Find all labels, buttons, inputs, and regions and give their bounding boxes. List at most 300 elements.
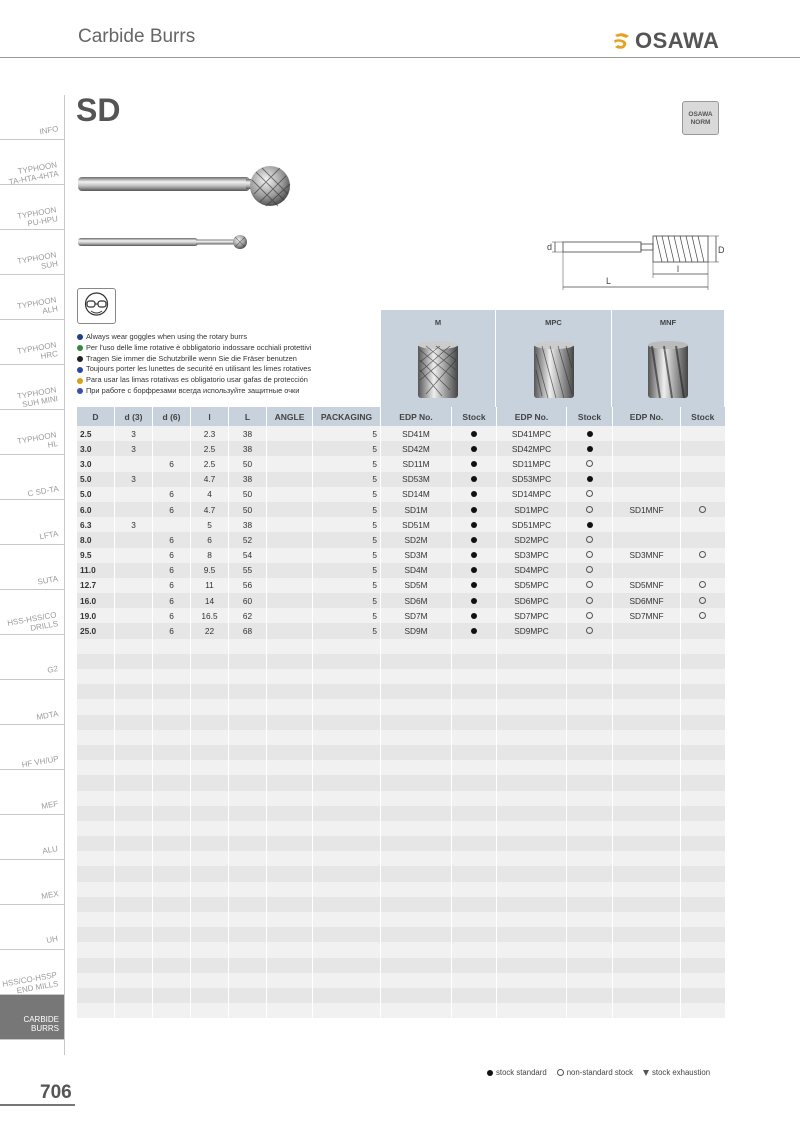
table-cell-pack: 5 [313,548,381,563]
table-row [77,532,725,547]
table-cell-empty [613,654,681,669]
table-row-empty [77,882,725,897]
table-cell-empty [191,882,229,897]
table-row-empty [77,654,725,669]
table-cell-L: 38 [229,517,267,532]
table-cell-empty [153,669,191,684]
table-cell-empty [229,927,267,942]
table-cell-empty [567,912,613,927]
table-cell-empty [567,699,613,714]
table-cell-mpc_edp: SD14MPC [497,487,567,502]
column-header: EDP No. [497,407,567,426]
table-cell-empty [313,836,381,851]
table-cell-D: 5.0 [77,472,115,487]
sidebar-item-18[interactable] [0,905,64,950]
table-cell-empty [313,715,381,730]
table-cell-empty [267,715,313,730]
table-cell-empty [452,836,497,851]
table-cell-empty [191,806,229,821]
table-cell-l: 6 [191,532,229,547]
stock-standard-icon [471,507,477,513]
sidebar-item-8[interactable] [0,455,64,500]
table-cell-empty [267,942,313,957]
table-cell-mnf_edp: SD6MNF [613,593,681,608]
table-cell-empty [153,699,191,714]
stock-cell [452,487,497,502]
table-cell-empty [229,897,267,912]
table-cell-empty [191,760,229,775]
table-cell-empty [191,745,229,760]
osawa-norm-badge [682,101,719,135]
table-cell-d6 [153,517,191,532]
sidebar-item-label: MEF [40,799,59,811]
sidebar-divider [64,95,65,1055]
table-cell-empty [567,927,613,942]
sidebar-item-11[interactable] [0,590,64,635]
table-cell-d3: 3 [115,517,153,532]
table-cell-empty [452,942,497,957]
table-cell-mnf_edp [613,487,681,502]
flag-ru-icon [77,388,83,394]
table-cell-empty [77,745,115,760]
table-cell-empty [381,791,452,806]
table-cell-D: 3.0 [77,441,115,456]
table-cell-empty [613,988,681,1003]
table-cell-empty [115,988,153,1003]
table-cell-empty [313,866,381,881]
table-cell-empty [497,821,567,836]
warning-row [77,343,311,354]
stock-cell [567,532,613,547]
table-cell-empty [452,730,497,745]
table-cell-empty [229,882,267,897]
table-cell-empty [313,639,381,654]
table-cell-empty [567,866,613,881]
stock-cell [452,593,497,608]
table-cell-mnf_edp: SD1MNF [613,502,681,517]
sidebar-item-15[interactable] [0,770,64,815]
table-cell-d3 [115,532,153,547]
table-cell-empty [313,684,381,699]
table-cell-empty [381,1003,452,1018]
stock-non-standard-icon [586,460,593,467]
stock-cell [681,517,725,532]
table-cell-empty [115,699,153,714]
table-cell-empty [313,669,381,684]
stock-cell [681,441,725,456]
table-cell-empty [681,882,725,897]
table-cell-empty [497,866,567,881]
column-header: ANGLE [267,407,313,426]
stock-cell [681,608,725,623]
table-cell-d3 [115,548,153,563]
sidebar-item-20[interactable] [0,995,64,1040]
table-cell-empty [681,1003,725,1018]
table-cell-empty [267,669,313,684]
table-cell-empty [191,730,229,745]
table-cell-d3 [115,608,153,623]
sidebar-item-7[interactable] [0,410,64,455]
table-cell-empty [153,912,191,927]
sidebar-item-12[interactable] [0,635,64,680]
table-row-empty [77,897,725,912]
table-cell-empty [567,942,613,957]
table-cell-empty [497,882,567,897]
table-row-empty [77,760,725,775]
sidebar-item-1[interactable] [0,140,64,185]
warning-row [77,386,311,397]
table-cell-empty [381,699,452,714]
table-cell-d6: 6 [153,608,191,623]
table-cell-empty [153,730,191,745]
table-cell-empty [77,912,115,927]
table-cell-empty [681,912,725,927]
table-row [77,487,725,502]
sidebar-item-4[interactable] [0,275,64,320]
table-cell-empty [567,775,613,790]
table-cell-empty [115,654,153,669]
table-cell-empty [313,745,381,760]
table-cell-empty [191,851,229,866]
sidebar-item-0[interactable] [0,95,64,140]
table-cell-empty [313,958,381,973]
table-cell-empty [191,942,229,957]
sidebar-item-9[interactable] [0,500,64,545]
table-cell-empty [267,851,313,866]
table-row-empty [77,912,725,927]
table-cell-d6: 6 [153,532,191,547]
table-cell-empty [267,973,313,988]
table-cell-mpc_edp: SD42MPC [497,441,567,456]
table-row-empty [77,684,725,699]
table-cell-pack: 5 [313,608,381,623]
small-ball-burr [78,235,247,249]
stock-cell [681,456,725,471]
table-cell-d3 [115,563,153,578]
sidebar-item-label: LFTA [38,529,59,542]
table-cell-d6: 6 [153,578,191,593]
table-cell-empty [191,821,229,836]
stock-cell [452,532,497,547]
stock-standard-icon [471,567,477,573]
table-cell-empty [153,958,191,973]
table-cell-m_edp: SD4M [381,563,452,578]
column-header: PACKAGING [313,407,381,426]
table-cell-empty [613,760,681,775]
table-cell-empty [681,821,725,836]
table-cell-empty [191,715,229,730]
warning-row [77,364,311,375]
table-cell-empty [191,836,229,851]
stock-cell [681,532,725,547]
table-cell-empty [267,866,313,881]
sidebar-item-14[interactable] [0,725,64,770]
table-cell-empty [191,912,229,927]
table-cell-empty [77,639,115,654]
table-cell-empty [229,699,267,714]
table-cell-empty [191,973,229,988]
table-cell-empty [115,942,153,957]
table-cell-empty [497,912,567,927]
table-cell-empty [497,699,567,714]
table-cell-empty [681,684,725,699]
table-cell-empty [452,669,497,684]
table-cell-empty [497,745,567,760]
table-cell-empty [381,897,452,912]
cut-group-mnf-label: MNF [659,318,677,327]
stock-cell [567,517,613,532]
table-cell-pack: 5 [313,563,381,578]
sidebar-item-label: HSS/CO-HSSP END MILLS [1,970,60,996]
table-cell-empty [229,958,267,973]
table-cell-empty [613,897,681,912]
table-cell-empty [381,866,452,881]
table-cell-empty [77,897,115,912]
table-cell-empty [381,684,452,699]
stock-cell [681,426,725,441]
table-cell-empty [313,775,381,790]
table-body [77,426,725,1018]
table-cell-pack: 5 [313,517,381,532]
sidebar-item-label: TYPHOON HRC [16,340,59,362]
table-cell-L: 50 [229,502,267,517]
stock-non-standard-icon [586,597,593,604]
table-cell-empty [153,836,191,851]
table-row-empty [77,866,725,881]
table-cell-empty [229,988,267,1003]
stock-non-standard-icon [586,612,593,619]
table-cell-empty [153,927,191,942]
table-cell-empty [381,821,452,836]
table-cell-empty [497,654,567,669]
table-cell-empty [567,639,613,654]
stock-cell [681,502,725,517]
table-cell-angle [267,608,313,623]
table-row-empty [77,942,725,957]
stock-cell [567,563,613,578]
stock-standard-icon [471,598,477,604]
table-cell-empty [229,715,267,730]
osawa-logo-icon [612,32,632,50]
stock-non-standard-icon [699,581,706,588]
header-divider [0,57,800,58]
table-cell-L: 38 [229,441,267,456]
table-cell-empty [313,1003,381,1018]
stock-standard-icon [587,522,593,528]
sidebar-item-6[interactable] [0,365,64,410]
table-cell-empty [681,851,725,866]
table-cell-d6: 6 [153,456,191,471]
table-cell-empty [77,927,115,942]
table-cell-empty [613,715,681,730]
table-cell-empty [497,927,567,942]
table-cell-empty [313,942,381,957]
table-cell-empty [681,760,725,775]
legend-non-standard-ring-icon [557,1069,564,1076]
table-cell-m_edp: SD53M [381,472,452,487]
table-cell-l: 9.5 [191,563,229,578]
sidebar-item-2[interactable] [0,185,64,230]
table-cell-empty [153,745,191,760]
stock-cell [567,548,613,563]
stock-cell [567,578,613,593]
table-cell-empty [452,684,497,699]
stock-standard-icon [471,537,477,543]
table-cell-angle [267,548,313,563]
table-cell-m_edp: SD51M [381,517,452,532]
stock-cell [452,563,497,578]
table-cell-mpc_edp: SD3MPC [497,548,567,563]
table-cell-empty [77,699,115,714]
column-header: d (6) [153,407,191,426]
table-cell-D: 6.3 [77,517,115,532]
table-cell-empty [497,958,567,973]
table-cell-empty [153,806,191,821]
table-cell-mnf_edp [613,532,681,547]
table-row-empty [77,639,725,654]
table-cell-empty [229,912,267,927]
table-cell-empty [267,897,313,912]
table-cell-d3: 3 [115,426,153,441]
table-cell-empty [613,836,681,851]
table-row-empty [77,699,725,714]
table-cell-empty [452,897,497,912]
table-cell-empty [381,973,452,988]
table-cell-l: 8 [191,548,229,563]
table-cell-empty [153,882,191,897]
table-cell-D: 16.0 [77,593,115,608]
table-cell-D: 6.0 [77,502,115,517]
flag-gb-icon [77,334,83,340]
table-cell-l: 4 [191,487,229,502]
table-cell-m_edp: SD42M [381,441,452,456]
table-cell-empty [77,730,115,745]
table-row [77,578,725,593]
table-cell-pack: 5 [313,623,381,638]
table-cell-empty [77,973,115,988]
table-cell-D: 2.5 [77,426,115,441]
sidebar-item-label: TYPHOON HL [16,430,59,450]
table-row-empty [77,958,725,973]
table-cell-m_edp: SD11M [381,456,452,471]
sidebar-item-16[interactable] [0,815,64,860]
table-cell-empty [567,684,613,699]
warning-text: Para usar las limas rotativas es obligatorio usar gafas de protección [86,375,308,385]
table-cell-empty [267,639,313,654]
table-cell-empty [381,988,452,1003]
table-cell-empty [313,760,381,775]
table-cell-empty [613,942,681,957]
stock-standard-icon [587,476,593,482]
stock-cell [567,502,613,517]
table-cell-empty [313,912,381,927]
table-cell-L: 68 [229,623,267,638]
sidebar-item-label: HF VH/UP [20,754,59,770]
sidebar-item-13[interactable] [0,680,64,725]
table-row [77,563,725,578]
table-cell-empty [77,760,115,775]
table-cell-mnf_edp: SD7MNF [613,608,681,623]
flag-fr-icon [77,367,83,373]
table-cell-empty [77,851,115,866]
table-cell-l: 14 [191,593,229,608]
table-cell-pack: 5 [313,426,381,441]
table-cell-empty [567,730,613,745]
table-cell-empty [153,821,191,836]
table-cell-empty [267,775,313,790]
table-cell-angle [267,426,313,441]
table-cell-empty [77,1003,115,1018]
table-cell-empty [452,760,497,775]
legend-standard-label: stock standard [496,1068,547,1077]
table-cell-empty [191,654,229,669]
sidebar-item-17[interactable] [0,860,64,905]
table-cell-empty [452,958,497,973]
table-cell-empty [267,836,313,851]
table-cell-d3 [115,578,153,593]
table-cell-empty [681,942,725,957]
table-row [77,517,725,532]
table-cell-empty [229,973,267,988]
table-cell-empty [381,730,452,745]
sidebar-item-label: SUTA [37,574,59,587]
table-cell-empty [77,958,115,973]
table-cell-angle [267,623,313,638]
table-cell-l: 2.5 [191,441,229,456]
table-cell-empty [381,654,452,669]
table-cell-empty [497,973,567,988]
table-cell-m_edp: SD14M [381,487,452,502]
table-cell-empty [613,912,681,927]
stock-standard-icon [471,522,477,528]
table-cell-empty [613,684,681,699]
sidebar-item-label: TYPHOON ALH [16,295,59,316]
table-row-empty [77,715,725,730]
table-cell-m_edp: SD5M [381,578,452,593]
sidebar-item-10[interactable] [0,545,64,590]
table-row-empty [77,806,725,821]
table-cell-empty [452,912,497,927]
table-cell-empty [115,821,153,836]
table-cell-empty [229,791,267,806]
table-cell-empty [77,791,115,806]
table-cell-d6: 6 [153,623,191,638]
stock-cell [681,487,725,502]
table-cell-l: 22 [191,623,229,638]
table-cell-empty [77,775,115,790]
warning-text: При работе с борфрезами всегда используйте защитные очки [86,385,300,395]
table-cell-mnf_edp [613,456,681,471]
stock-non-standard-icon [586,566,593,573]
table-cell-empty [313,821,381,836]
table-cell-empty [381,927,452,942]
table-cell-empty [613,973,681,988]
sidebar-item-3[interactable] [0,230,64,275]
table-cell-empty [497,942,567,957]
table-cell-empty [267,1003,313,1018]
sidebar-item-5[interactable] [0,320,64,365]
table-cell-L: 52 [229,532,267,547]
table-cell-empty [613,1003,681,1018]
table-cell-empty [452,745,497,760]
table-row-empty [77,851,725,866]
table-cell-d6: 6 [153,502,191,517]
sidebar-item-19[interactable] [0,950,64,995]
table-cell-empty [313,882,381,897]
table-cell-empty [115,684,153,699]
warning-text: Always wear goggles when using the rotary burrs [86,332,248,341]
table-cell-empty [452,927,497,942]
